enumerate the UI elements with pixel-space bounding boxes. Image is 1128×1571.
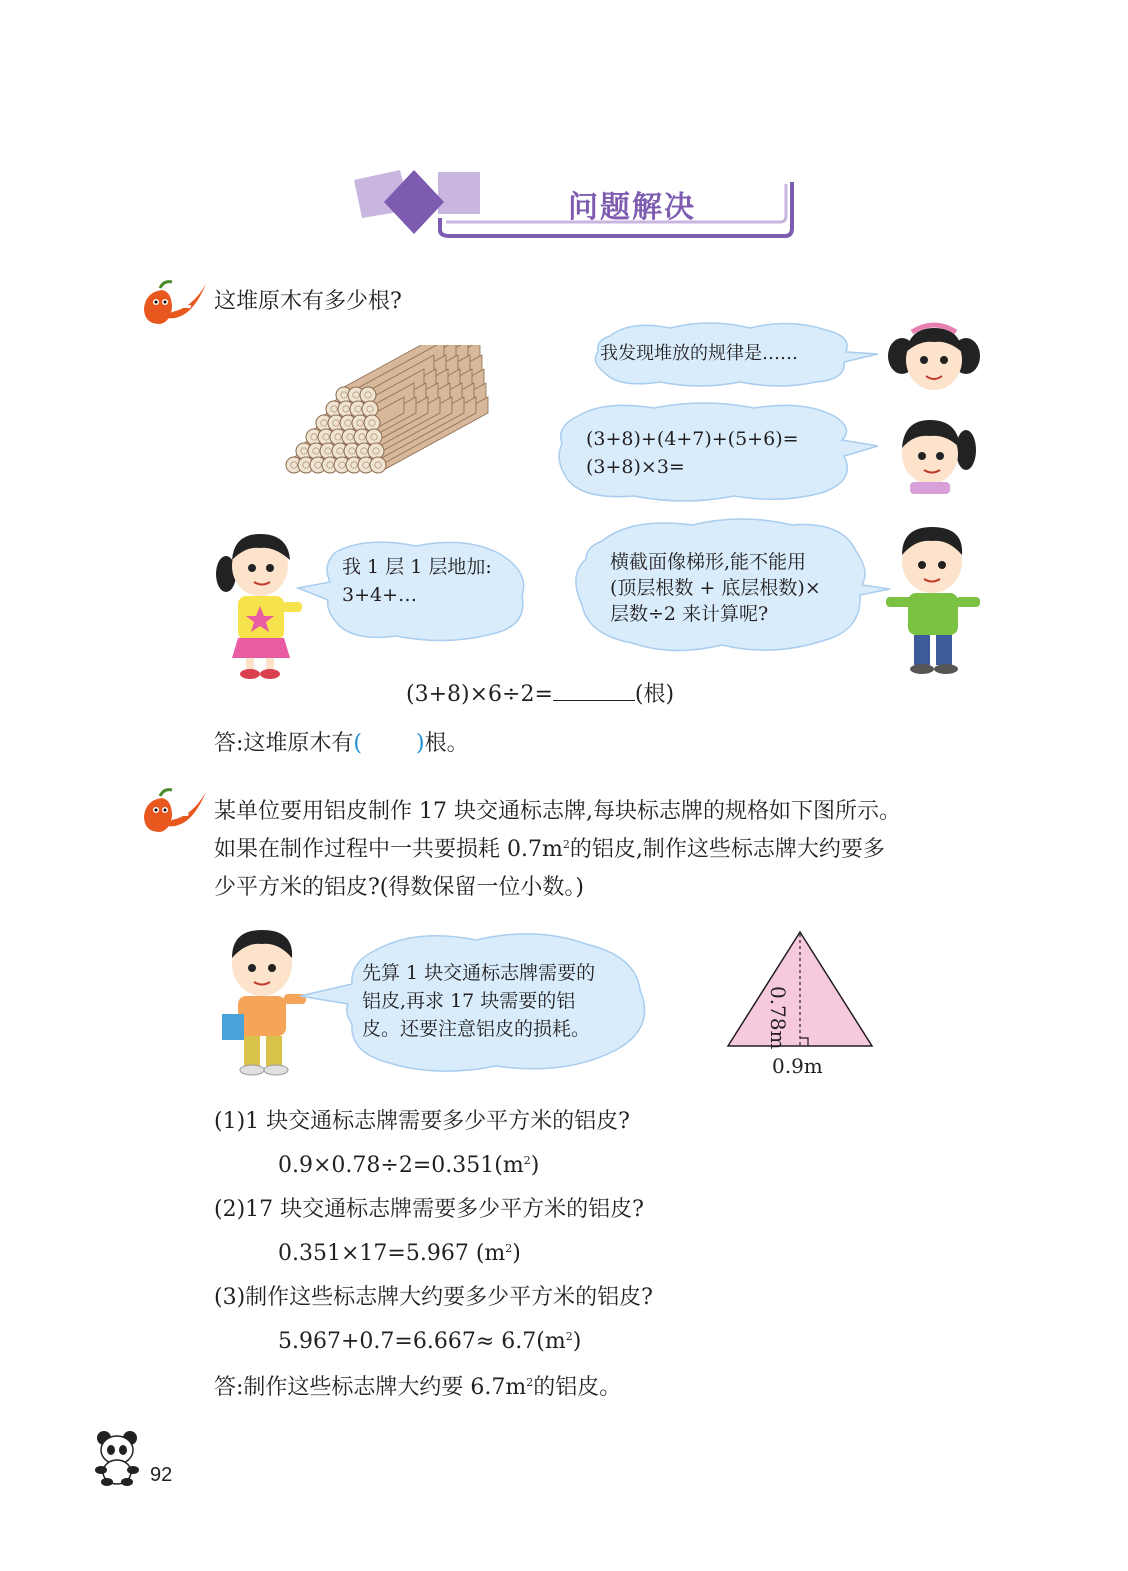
speech-bubble-boy2 <box>296 928 656 1078</box>
problem2-text-line1: 某单位要用铝皮制作 17 块交通标志牌,每块标志牌的规格如下图所示。 <box>214 799 901 824</box>
log-pile-image <box>278 345 508 485</box>
problem2-answer-a: 答:制作这些标志牌大约要 6.7m <box>214 1375 527 1400</box>
boy2-speech-line3: 皮。还要注意铝皮的损耗。 <box>362 1018 591 1040</box>
step2-calc <box>278 1240 521 1269</box>
superscript: 2 <box>565 1330 573 1343</box>
triangle-sign-diagram <box>720 926 890 1086</box>
question-badge-1 <box>136 278 212 330</box>
log-end <box>364 415 380 431</box>
log-end <box>362 401 378 417</box>
girl1-avatar <box>882 318 986 398</box>
speech-bubble-girl2 <box>554 400 880 504</box>
step1-calc <box>278 1152 539 1181</box>
triangle-height-label: 0.78m <box>766 986 790 1050</box>
girl3-speech-line1: 我 1 层 1 层地加: <box>342 556 492 578</box>
panda-icon <box>92 1428 142 1486</box>
speech-bubble-boy1 <box>572 515 892 655</box>
step3-calc-expr: 5.967+0.7=6.667≈ 6.7(m <box>278 1329 566 1354</box>
boy1-speech-line1: 横截面像梯形,能不能用 <box>610 551 807 573</box>
girl1-speech: 我发现堆放的规律是…… <box>600 343 798 364</box>
problem1-equation <box>406 680 674 710</box>
step1-calc-expr: 0.9×0.78÷2=0.351(m <box>278 1153 524 1178</box>
girl2-avatar <box>886 412 982 494</box>
answer-open-paren: ( <box>353 731 363 756</box>
girl3-figure <box>212 530 308 680</box>
step3-calc-end: ) <box>572 1329 582 1354</box>
step1-calc-end: ) <box>530 1153 540 1178</box>
section-header <box>340 160 810 250</box>
boy2-speech-line2: 铝皮,再求 17 块需要的铝 <box>362 990 576 1012</box>
question-number: 2 <box>176 792 191 822</box>
equation-unit: (根) <box>634 682 675 707</box>
equation-expression: (3+8)×6÷2= <box>406 682 553 707</box>
page-number: 92 <box>150 1464 173 1486</box>
step2-calc-end: ) <box>512 1241 521 1266</box>
problem2-text-line2-b: 的铝皮,制作这些标志牌大约要多 <box>569 837 885 862</box>
speech-bubble-girl3 <box>296 538 532 644</box>
problem1-answer <box>214 730 469 759</box>
girl2-speech-line2: (3+8)×3= <box>586 456 685 478</box>
step3-question: (3)制作这些标志牌大约要多少平方米的铝皮? <box>214 1285 653 1310</box>
pepper-icon <box>136 278 212 330</box>
answer-blank[interactable] <box>553 680 635 701</box>
question-badge-2 <box>136 786 212 838</box>
problem2-text-line2 <box>214 836 885 865</box>
girl2-speech-line1: (3+8)+(4+7)+(5+6)= <box>586 428 799 450</box>
problem2-answer-b: 的铝皮。 <box>533 1375 622 1400</box>
problem2-answer <box>214 1374 621 1403</box>
step3-calc <box>278 1328 581 1357</box>
question-number: 1 <box>178 284 193 314</box>
girl3-speech-line2: 3+4+… <box>342 584 418 606</box>
log-end <box>370 457 386 473</box>
superscript: 2 <box>526 1376 534 1389</box>
log-end <box>368 443 384 459</box>
answer-prefix: 答:这堆原木有 <box>214 731 354 756</box>
boy1-speech-line3: 层数÷2 来计算呢? <box>610 603 769 625</box>
speech-bubble-girl1 <box>590 322 880 388</box>
superscript: 2 <box>562 838 570 851</box>
answer-suffix: 根。 <box>424 731 469 756</box>
boy1-figure <box>880 525 990 675</box>
boy2-speech-line1: 先算 1 块交通标志牌需要的 <box>362 962 596 984</box>
pepper-icon <box>136 786 212 838</box>
log-end <box>366 429 382 445</box>
step2-calc-expr: 0.351×17=5.967 (m <box>278 1241 506 1266</box>
page-title: 问题解决 <box>568 190 696 225</box>
step2-question: (2)17 块交通标志牌需要多少平方米的铝皮? <box>214 1197 644 1222</box>
superscript: 2 <box>505 1242 513 1255</box>
answer-close-paren: ) <box>416 731 425 756</box>
log-pile-illustration <box>278 345 508 485</box>
problem2-text-line3: 少平方米的铝皮?(得数保留一位小数。) <box>214 875 584 900</box>
problem2-text-line2-a: 如果在制作过程中一共要损耗 0.7m <box>214 837 563 862</box>
log-end <box>360 387 376 403</box>
step1-question: (1)1 块交通标志牌需要多少平方米的铝皮? <box>214 1109 630 1134</box>
problem1-question: 这堆原木有多少根? <box>214 289 402 314</box>
superscript: 2 <box>523 1154 531 1167</box>
boy1-speech-line2: (顶层根数 + 底层根数)× <box>610 577 821 599</box>
triangle-base-label: 0.9m <box>772 1054 823 1078</box>
